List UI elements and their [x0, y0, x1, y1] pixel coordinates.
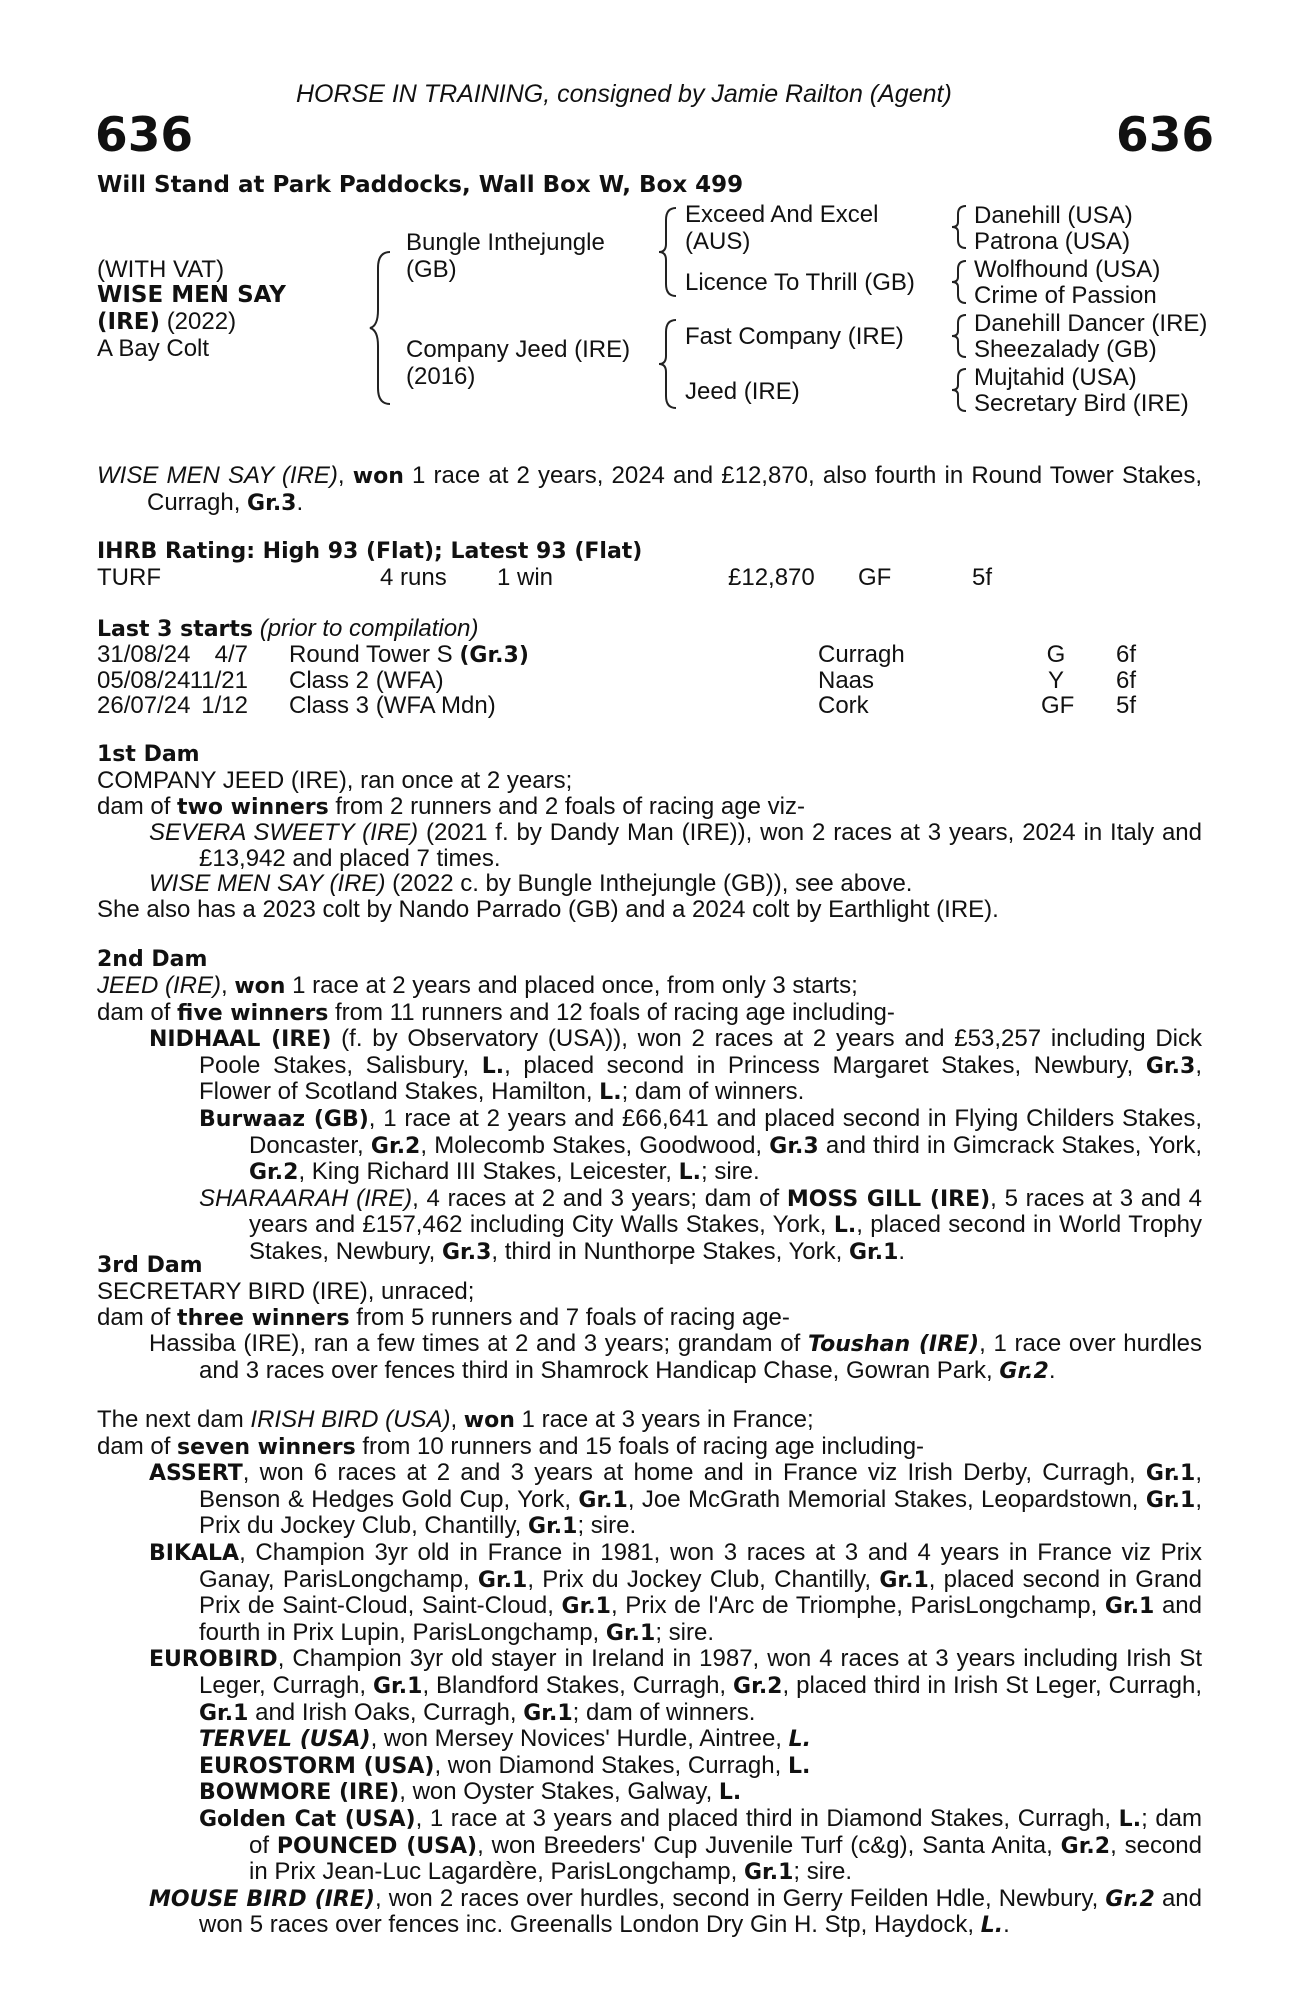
start-pos: 4/7: [214, 641, 248, 668]
pedigree-brace-dam: [654, 316, 680, 412]
start-date: 26/07/24: [97, 692, 191, 720]
start-pos: 11/21: [189, 666, 248, 694]
page-header: HORSE IN TRAINING, consigned by Jamie Railton (Agent): [296, 80, 952, 108]
second-dam-section: JEED (IRE), won 1 race at 2 years and placed once, from only 3 starts; dam of five winners from 11 runners and 12 foals of racing age including- NIDHAAL (IRE) (f. by Observatory (USA)), won 2 races at 2 years and £53,257 including Dick Poole Stakes, Salisbury, L., placed second in Princess Margaret Stakes, Newbury, Gr.3, Flower of Scotland Stakes, Hamilton, L.; dam of winners. Burwaaz (GB), 1 race at 2 years and £66,641 and placed second in Flying Childers Stakes, Doncaster, Gr.2, Molecomb Stakes, Goodwood, Gr.3 and third in Gimcrack Stakes, York, Gr.2, King Richard III Stakes, Leicester, L.; sire. SHARAARAH (IRE), 4 races at 2 and 3 years; dam of MOSS GILL (IRE), 5 races at 3 and 4 years and £157,462 including City Walls Stakes, York, L., placed second in World Trophy Stakes, Newbury, Gr.3, third in Nunthorpe Stakes, York, Gr.1.: [97, 972, 1203, 1265]
start-race: [289, 668, 444, 694]
sire-sire: Exceed And Excel: [685, 201, 879, 228]
ancestor-dss: Danehill Dancer (IRE): [974, 310, 1208, 337]
start-dist: 5f: [1116, 692, 1137, 720]
lot-number-right: 636: [1116, 108, 1215, 163]
third-dam-heading: 3rd Dam: [97, 1253, 203, 1278]
horse-name: WISE MEN SAY: [97, 282, 286, 308]
pedigree-brace-main: [366, 248, 396, 408]
dam-sire: Fast Company (IRE): [685, 323, 904, 350]
stand-location: Will Stand at Park Paddocks, Wall Box W, Box 499: [97, 172, 744, 198]
rating-distance: 5f: [972, 564, 993, 591]
third-dam-section: SECRETARY BIRD (IRE), unraced; dam of three winners from 5 runners and 7 foals of racing age- Hassiba (IRE), ran a few times at 2 and 3 years; grandam of Toushan (IRE), 1 race over hurdles and 3 races over fences third in Shamrock Handicap Chase, Gowran Park, Gr.2.: [97, 1278, 1203, 1384]
ancestor-dsd: Sheezalady (GB): [974, 336, 1157, 363]
start-going: GF: [1041, 692, 1075, 720]
first-dam-heading: 1st Dam: [97, 742, 200, 767]
fourth-dam-section: The next dam IRISH BIRD (USA), won 1 race at 3 years in France; dam of seven winners from 10 runners and 15 foals of racing age including- ASSERT, won 6 races at 2 and 3 years at home and in France viz Irish Derby, Curragh, Gr.1, Benson & Hedges Gold Cup, York, Gr.1, Joe McGrath Memorial Stakes, Leopardstown, Gr.1, Prix du Jockey Club, Chantilly, Gr.1; sire. BIKALA, Champion 3yr old in France in 1981, won 3 races at 3 and 4 years in France viz Prix Ganay, ParisLongchamp, Gr.1, Prix du Jockey Club, Chantilly, Gr.1, placed second in Grand Prix de Saint-Cloud, Saint-Cloud, Gr.1, Prix de l'Arc de Triomphe, ParisLongchamp, Gr.1 and fourth in Prix Lupin, ParisLongchamp, Gr.1; sire. EUROBIRD, Champion 3yr old stayer in Ireland in 1987, won 4 races at 3 years including Irish St Leger, Curragh, Gr.1, Blandford Stakes, Curragh, Gr.2, placed third in Irish St Leger, Curragh, Gr.1 and Irish Oaks, Curragh, Gr.1; dam of winners. TERVEL (USA), won Mersey Novices' Hurdle, Aintree, L. EUROSTORM (USA), won Diamond Stakes, Curragh, L. BOWMORE (IRE), won Oyster Stakes, Galway, L. Golden Cat (USA), 1 race at 3 years and placed third in Diamond Stakes, Curragh, L.; dam of POUNCED (USA), won Breeders' Cup Juvenile Turf (c&g), Santa Anita, Gr.2, second in Prix Jean-Luc Lagardère, ParisLongchamp, Gr.1; sire. MOUSE BIRD (IRE), won 2 races over hurdles, second in Gerry Feilden Hdle, Newbury, Gr.2 and won 5 races over fences inc. Greenalls London Dry Gin H. Stp, Haydock, L..: [97, 1406, 1203, 1939]
last-starts-heading: Last 3 starts (prior to compilation): [97, 615, 479, 642]
start-race-name: Class 2 (WFA): [289, 666, 444, 694]
pedigree-brace-4c: [946, 311, 970, 361]
start-going: G: [1046, 641, 1066, 668]
start-pos: 1/12: [201, 692, 248, 720]
ancestor-sds: Wolfhound (USA): [974, 256, 1161, 283]
dam: Company Jeed (IRE): [406, 336, 631, 363]
start-race-grade: (Gr.3): [459, 643, 529, 668]
pedigree-brace-4a: [946, 202, 970, 252]
horse-description: A Bay Colt: [97, 335, 210, 362]
first-dam-section: COMPANY JEED (IRE), ran once at 2 years; dam of two winners from 2 runners and 2 foals of racing age viz- SEVERA SWEETY (IRE) (2021 f. by Dandy Man (IRE)), won 2 races at 3 years, 2024 in Italy and £13,942 and placed 7 times. WISE MEN SAY (IRE) (2022 c. by Bungle Inthejungle (GB)), see above. She also has a 2023 colt by Nando Parrado (GB) and a 2024 colt by Earthlight (IRE).: [97, 767, 1202, 923]
lot-number-left: 636: [95, 108, 194, 163]
ancestor-sss: Danehill (USA): [974, 202, 1133, 229]
start-course: Cork: [818, 692, 869, 720]
sire-sire-origin: (AUS): [685, 228, 751, 255]
start-course: Curragh: [818, 641, 905, 668]
ancestor-sdd: Crime of Passion: [974, 282, 1157, 309]
start-race: [289, 642, 529, 668]
pedigree-brace-4d: [946, 365, 970, 415]
start-date: 05/08/24: [97, 666, 191, 694]
race-summary: WISE MEN SAY (IRE), won 1 race at 2 years, 2024 and £12,870, also fourth in Round Tower Stakes, Curragh, Gr.3.: [97, 462, 1202, 516]
start-race-name: Round Tower S: [289, 641, 460, 668]
rating-runs: 4 runs: [380, 564, 447, 591]
ancestor-ssd: Patrona (USA): [974, 228, 1131, 255]
rating-earnings: £12,870: [728, 564, 815, 591]
pedigree-brace-sire: [654, 204, 680, 300]
rating-going: GF: [858, 564, 892, 591]
start-race: [289, 693, 496, 719]
vat-note: (WITH VAT): [97, 256, 225, 283]
start-dist: 6f: [1116, 641, 1137, 668]
horse-origin-year: (IRE) (2022): [97, 308, 237, 335]
sire-origin: (GB): [406, 256, 457, 283]
dam-year: (2016): [406, 363, 476, 390]
sire-dam: Licence To Thrill (GB): [685, 269, 915, 296]
sire: Bungle Inthejungle: [406, 229, 605, 256]
rating-surface: TURF: [97, 564, 161, 591]
start-race-name: Class 3 (WFA Mdn): [289, 692, 496, 720]
start-course: Naas: [818, 666, 875, 694]
rating-wins: 1 win: [497, 564, 554, 591]
start-date: 31/08/24: [97, 641, 191, 668]
start-dist: 6f: [1116, 666, 1137, 694]
start-going: Y: [1047, 666, 1064, 694]
ancestor-ddd: Secretary Bird (IRE): [974, 390, 1189, 417]
ancestor-dds: Mujtahid (USA): [974, 364, 1137, 391]
dam-dam: Jeed (IRE): [685, 378, 800, 405]
second-dam-heading: 2nd Dam: [97, 947, 208, 972]
rating-heading: IHRB Rating: High 93 (Flat); Latest 93 (Flat): [97, 539, 643, 564]
pedigree-brace-4b: [946, 257, 970, 307]
